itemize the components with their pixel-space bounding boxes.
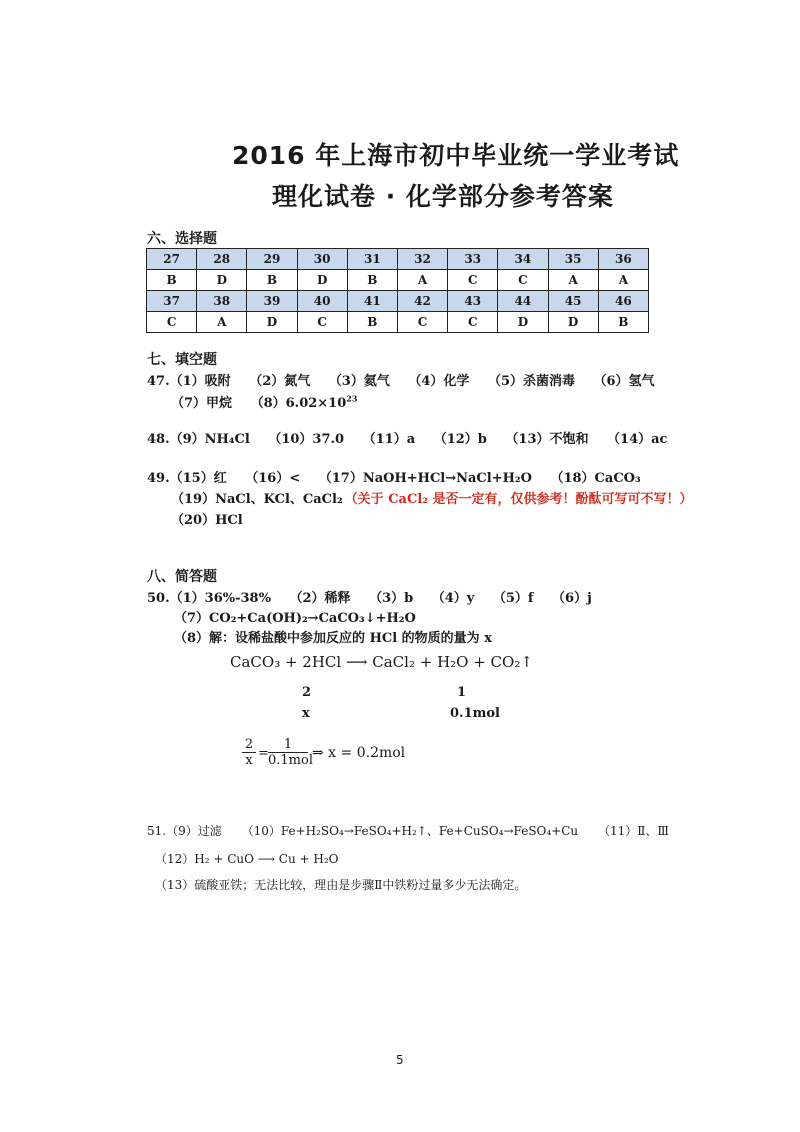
fraction-left — [242, 737, 256, 768]
avogadro-base: （8）6.02×10 — [250, 396, 347, 411]
multiple-choice-table — [146, 248, 649, 333]
table-cell: A — [548, 270, 598, 291]
answer-item: （2）稀释 — [289, 591, 351, 606]
answer-item: 48.（9）NH₄Cl — [147, 432, 250, 447]
answer-item: 50.（1）36%-38% — [147, 591, 271, 606]
answer-item: （4）y — [431, 591, 475, 606]
answer-item: （6）j — [552, 591, 592, 606]
table-cell: D — [247, 312, 297, 333]
table-cell: 41 — [347, 291, 397, 312]
unknown-hcl: x — [302, 706, 310, 721]
known-co2: 0.1mol — [450, 706, 500, 721]
answer-item: （14）ac — [607, 432, 668, 447]
table-cell: 28 — [197, 249, 247, 270]
answer-item: （4）化学 — [408, 374, 470, 389]
title-line-1: 2016 年上海市初中毕业统一学业考试 — [232, 141, 680, 170]
chemical-equation: CaCO₃ + 2HCl ⟶ CaCl₂ + H₂O + CO₂↑ — [230, 653, 533, 671]
answer-item: （13）不饱和 — [505, 432, 589, 447]
table-cell: 31 — [347, 249, 397, 270]
table-cell: 39 — [247, 291, 297, 312]
answer-item: （12）b — [433, 432, 487, 447]
answer-48-line — [147, 428, 681, 447]
table-cell: A — [598, 270, 648, 291]
equals-sign: = — [258, 746, 269, 761]
section-8-heading: 八、简答题 — [147, 569, 217, 585]
answer-item: 49.（15）红 — [147, 471, 227, 486]
table-cell: 33 — [448, 249, 498, 270]
table-cell: 44 — [498, 291, 548, 312]
table-cell: B — [147, 270, 197, 291]
answer-item: （19）NaCl、KCl、CaCl₂ — [171, 492, 343, 507]
table-row — [147, 249, 649, 270]
table-cell: 34 — [498, 249, 548, 270]
answer-50-line-2: （7）CO₂+Ca(OH)₂→CaCO₃↓+H₂O — [174, 611, 416, 626]
table-cell: B — [598, 312, 648, 333]
answer-item: （2）氮气 — [249, 374, 311, 389]
table-cell: 43 — [448, 291, 498, 312]
table-cell: D — [297, 270, 347, 291]
table-row — [147, 291, 649, 312]
table-cell: 36 — [598, 249, 648, 270]
red-note: （关于 CaCl₂ 是否一定有，仅供参考！酚酞可写可不写！） — [344, 492, 693, 507]
avogadro-exponent: 23 — [346, 393, 358, 404]
answer-item: 51.（9）过滤 — [147, 824, 222, 838]
fraction-numerator: 1 — [283, 737, 293, 752]
fraction-denominator: 0.1mol — [268, 753, 313, 768]
answer-item: （17）NaOH+HCl→NaCl+H₂O — [318, 471, 532, 486]
table-cell: 45 — [548, 291, 598, 312]
answer-47-line-2 — [171, 392, 357, 411]
table-cell: C — [397, 312, 447, 333]
answer-51-line-2: （12）H₂ + CuO ⟶ Cu + H₂O — [155, 852, 339, 866]
table-cell: B — [247, 270, 297, 291]
answer-50-line-1 — [147, 587, 606, 606]
table-cell: C — [448, 270, 498, 291]
table-cell: A — [197, 312, 247, 333]
table-cell: D — [197, 270, 247, 291]
answer-item: （3）b — [369, 591, 414, 606]
table-cell: 32 — [397, 249, 447, 270]
table-cell: 46 — [598, 291, 648, 312]
answer-50-line-3: （8）解：设稀盐酸中参加反应的 HCl 的物质的量为 x — [174, 631, 492, 646]
table-cell: C — [448, 312, 498, 333]
answer-item: （5）杀菌消毒 — [487, 374, 575, 389]
answer-item: （11）Ⅱ、Ⅲ — [597, 824, 669, 838]
table-cell: 37 — [147, 291, 197, 312]
answer-item: 47.（1）吸附 — [147, 374, 231, 389]
table-cell: 42 — [397, 291, 447, 312]
fraction-numerator: 2 — [244, 737, 254, 752]
table-cell: B — [347, 270, 397, 291]
answer-item: （10）Fe+H₂SO₄→FeSO₄+H₂↑、Fe+CuSO₄→FeSO₄+Cu — [241, 824, 579, 838]
answer-item: （6）氢气 — [593, 374, 655, 389]
table-cell: 30 — [297, 249, 347, 270]
answer-item — [250, 393, 358, 411]
table-cell: C — [147, 312, 197, 333]
answer-49-line-1 — [147, 467, 655, 486]
table-row — [147, 270, 649, 291]
answer-49-line-2 — [171, 488, 706, 507]
answer-item: （5）f — [492, 591, 534, 606]
answer-item: （7）甲烷 — [171, 396, 233, 411]
table-cell: 35 — [548, 249, 598, 270]
answer-item: （16）< — [245, 471, 301, 486]
table-cell: B — [347, 312, 397, 333]
table-cell: D — [498, 312, 548, 333]
result: ⇒ x = 0.2mol — [312, 745, 406, 761]
answer-item: （18）CaCO₃ — [550, 471, 641, 486]
page-number: 5 — [396, 1053, 404, 1067]
coefficient-hcl: 2 — [302, 685, 312, 700]
table-cell: D — [548, 312, 598, 333]
coefficient-co2: 1 — [457, 685, 467, 700]
title-line-2: 理化试卷 · 化学部分参考答案 — [272, 182, 614, 211]
answer-51-line-1 — [147, 822, 669, 839]
section-7-heading: 七、填空题 — [147, 352, 217, 368]
table-cell: C — [498, 270, 548, 291]
table-row — [147, 312, 649, 333]
fraction-right — [268, 737, 313, 768]
table-cell: 29 — [247, 249, 297, 270]
table-cell: 38 — [197, 291, 247, 312]
answer-item: （11）a — [362, 432, 416, 447]
answer-51-line-3: （13）硫酸亚铁；无法比较，理由是步骤Ⅱ中铁粉过量多少无法确定。 — [155, 878, 527, 892]
table-cell: 40 — [297, 291, 347, 312]
answer-item: （3）氦气 — [328, 374, 390, 389]
table-cell: A — [397, 270, 447, 291]
section-6-heading: 六、选择题 — [147, 231, 217, 247]
answer-47-line-1 — [147, 370, 669, 389]
answer-49-line-3: （20）HCl — [171, 513, 243, 528]
answer-item: （10）37.0 — [268, 432, 345, 447]
table-cell: C — [297, 312, 347, 333]
table-cell: 27 — [147, 249, 197, 270]
fraction-denominator: x — [242, 752, 256, 768]
